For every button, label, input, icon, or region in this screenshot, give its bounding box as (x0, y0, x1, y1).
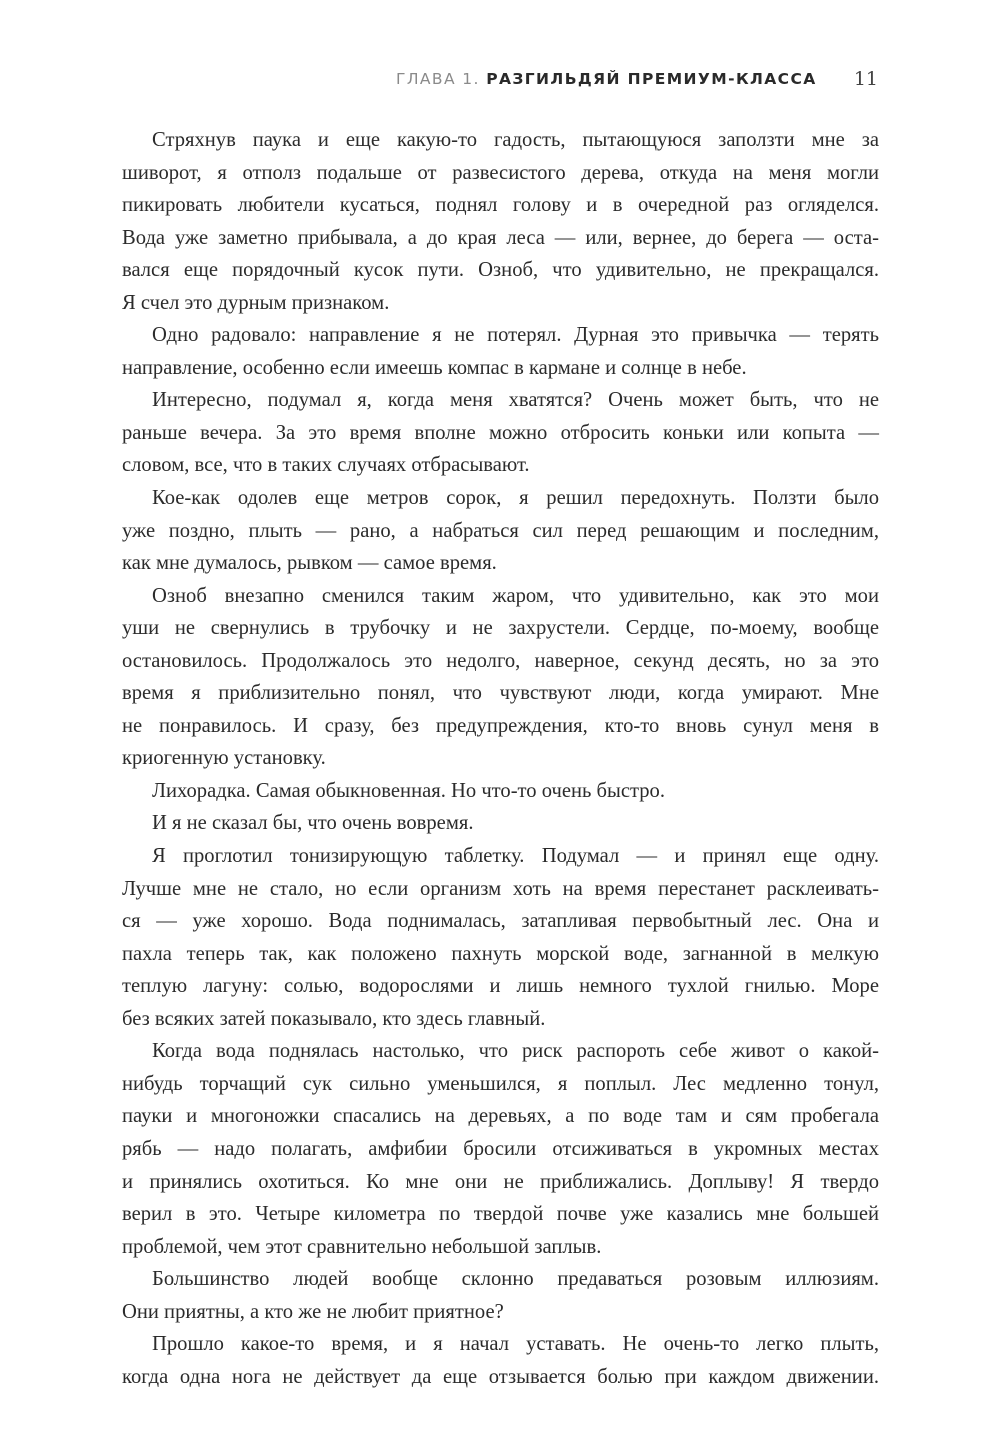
paragraph (122, 840, 879, 1035)
text-line: пауки и многоножки спасались на деревьях, а по воде там и сям пробегала (122, 1105, 879, 1128)
text-line: Когда вода поднялась настолько, что риск распороть себе живот о какой- (152, 1040, 879, 1063)
text-line: проблемой, чем этот сравнительно небольшой заплыв. (122, 1235, 602, 1258)
paragraph (122, 1328, 879, 1393)
text-line: Лучше мне не стало, но если организм хоть на время перестанет расклеивать- (122, 877, 879, 900)
text-line: вался еще порядочный кусок пути. Озноб, что удивительно, не прекращался. (122, 259, 879, 282)
text-line: Лихорадка. Самая обыкновенная. Но что-то очень быстро. (152, 779, 666, 802)
text-line: шиворот, я отполз подальше от развесистого дерева, откуда на меня могли (122, 161, 879, 184)
text-line: когда одна нога не действует да еще отзывается болью при каждом движении. (122, 1365, 879, 1388)
text-line: нибудь торчащий сук сильно уменьшился, я поплыл. Лес медленно тонул, (122, 1072, 879, 1095)
text-line: рябь — надо полагать, амфибии бросили отсиживаться в укромных местах (122, 1137, 879, 1160)
text-line: пахла теперь так, как положено пахнуть морской воде, загнанной в мелкую (122, 942, 879, 965)
text-line: раньше вечера. За это время вполне можно отбросить коньки или копыта — (122, 421, 879, 444)
paragraph (122, 1263, 879, 1328)
text-line: время я приблизительно понял, что чувствуют люди, когда умирают. Мне (122, 682, 879, 705)
body-text (122, 124, 879, 1393)
text-line: Одно радовало: направление я не потерял. Дурная это привычка — терять (152, 324, 879, 347)
text-line: направление, особенно если имеешь компас в кармане и солнце в небе. (122, 356, 747, 379)
paragraph (122, 482, 879, 580)
chapter-title: РАЗГИЛЬДЯЙ ПРЕМИУМ-КЛАССА (486, 70, 817, 88)
running-head (396, 70, 878, 98)
paragraph (122, 807, 879, 840)
chapter-label: ГЛАВА 1. (396, 70, 487, 88)
text-line: и принялись охотиться. Ко мне они не приближались. Доплыву! Я твердо (122, 1170, 879, 1193)
text-line: уже поздно, плыть — рано, а набраться сил перед решающим и последним, (122, 519, 879, 542)
paragraph (122, 384, 879, 482)
text-line: криогенную установку. (122, 747, 326, 770)
text-line: Я проглотил тонизирующую таблетку. Подумал — и принял еще одну. (152, 845, 879, 868)
paragraph (122, 775, 879, 808)
paragraph (122, 124, 879, 319)
text-line: не понравилось. И сразу, без предупреждения, кто-то вновь сунул меня в (122, 714, 879, 737)
text-line: уши не свернулись в трубочку и не захрустели. Сердце, по-моему, вообще (122, 617, 879, 640)
page-number: 11 (853, 68, 878, 90)
paragraph (122, 1035, 879, 1263)
text-line: теплую лагуну: солью, водорослями и лишь немного тухлой гнилью. Море (122, 975, 879, 998)
text-line: Вода уже заметно прибывала, а до края леса — или, вернее, до берега — оста- (122, 226, 879, 249)
text-line: Интересно, подумал я, когда меня хватятся? Очень может быть, что не (152, 389, 879, 412)
text-line: словом, все, что в таких случаях отбрасывают. (122, 454, 530, 477)
text-line: Озноб внезапно сменился таким жаром, что удивительно, как это мои (152, 584, 879, 607)
text-line: остановилось. Продолжалось это недолго, наверное, секунд десять, но за это (122, 649, 879, 672)
text-line: Я счел это дурным признаком. (122, 291, 390, 314)
text-line: Большинство людей вообще склонно предаваться розовым иллюзиям. (152, 1268, 879, 1291)
paragraph (122, 580, 879, 775)
text-line: Они приятны, а кто же не любит приятное? (122, 1300, 504, 1323)
text-line: ся — уже хорошо. Вода поднималась, затапливая первобытный лес. Она и (122, 910, 879, 933)
text-line: Кое-как одолев еще метров сорок, я решил передохнуть. Ползти было (152, 487, 879, 510)
text-line: как мне думалось, рывком — самое время. (122, 552, 497, 575)
text-line: Прошло какое-то время, и я начал уставать. Не очень-то легко плыть, (152, 1333, 879, 1356)
text-line: пикировать любители кусаться, поднял голову и в очередной раз огляделся. (122, 194, 879, 217)
text-line: И я не сказал бы, что очень вовремя. (152, 812, 474, 835)
text-line: Стряхнув паука и еще какую-то гадость, пытающуюся заползти мне за (152, 129, 879, 151)
paragraph (122, 319, 879, 384)
text-line: без всяких затей показывало, кто здесь главный. (122, 1007, 546, 1030)
text-line: верил в это. Четыре километра по твердой почве уже казались мне большей (122, 1203, 879, 1226)
